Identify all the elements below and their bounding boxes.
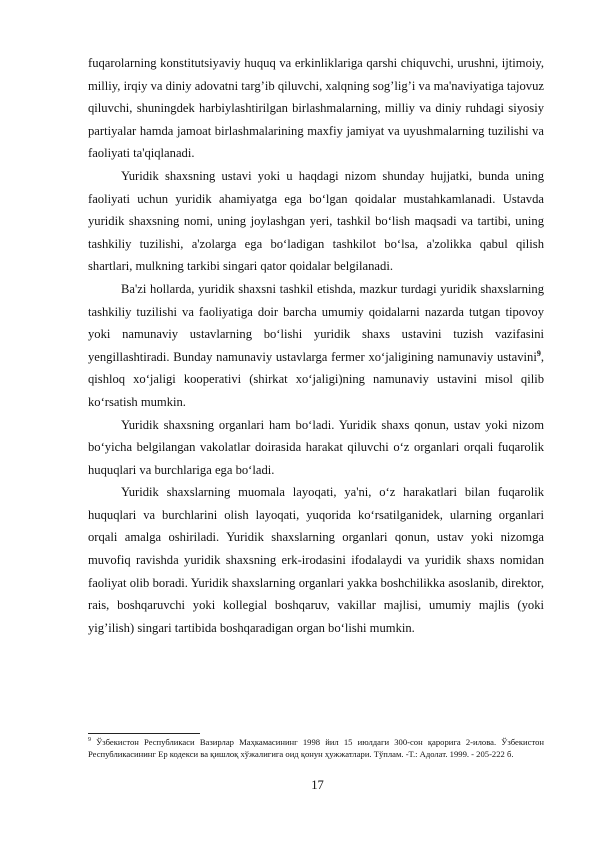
paragraph-4: Yuridik shaxsning organlari ham bo‘ladi. Yuridik shaxs qonun, ustav yoki nizom bo‘yicha belgilangan vakolatlar doirasida harakat qiluvchi o‘z organlari orqali fuqarolik huquqlari va burchlariga ega bo‘ladi. [88, 417, 544, 477]
paragraph-3-text-b: , qishloq xo‘jaligi kooperativi (shirkat xo‘jaligi)ning namunaviy ustavini misol qilib ko‘rsatish mumkin. [88, 349, 544, 409]
paragraph-5: Yuridik shaxslarning muomala layoqati, ya'ni, o‘z harakatlari bilan fuqarolik huquqlari va burchlarini olish layoqati, yuqorida ko‘rsatilganidek, ularning organlari orqali amalga oshiriladi. Yuridik shaxslarning organlari qonun, ustav yoki nizomga muvofiq ravishda yuridik shaxsning erk-irodasini ifodalaydi va yuridik shaxs nomidan faoliyat olib boradi. Yuridik shaxslarning organlari yakka boshchilikka asoslanib, direktor, rais, boshqaruvchi yoki kollegial boshqaruv, vakillar majlisi, umumiy majlis (yoki yig’ilish) singari tartibida boshqaradigan organ bo‘lishi mumkin. [88, 485, 544, 635]
document-body [88, 52, 544, 639]
paragraph-3 [88, 278, 544, 414]
footnote-marker: 9 [88, 737, 91, 744]
paragraph-2: Yuridik shaxsning ustavi yoki u haqdagi nizom shunday hujjatki, bunda uning faoliyati uchun yuridik ahamiyatga ega bo‘lgan qoidalar mustahkamlanadi. Ustavda yuridik shaxsning nomi, uning joylashgan yeri, tashkil bo‘lish maqsadi va tartibi, uning tashkiliy tuzilishi, a'zolarga ega bo‘ladigan tashkilot bo‘lsa, a'zolikka qabul qilish shartlari, mulkning tarkibi singari qator qoidalar belgilanadi. [88, 168, 544, 274]
footnote-text: Ўзбекистон Республикаси Вазирлар Маҳкамасининг 1998 йил 15 июлдаги 300-сон қарорига 2-илова. Ўзбекистон Республикасининг Ер кодекси ва қишлоқ хўжалигига оид қонун ҳужжатлари. Тўплам. -Т.: Адолат. 1999. - 205-222 б. [88, 737, 544, 759]
footnote [88, 737, 544, 760]
paragraph-1: fuqarolarning konstitutsiyaviy huquq va erkinliklariga qarshi chiquvchi, urushni, ijtimoiy, milliy, irqiy va diniy adovatni targ’ib qiluvchi, xalqning sog’lig’i va ma'naviyatiga tajovuz qiluvchi, shuningdek harbiylashtirilgan birlashmalarning, milliy va diniy ruhdagi siyosiy partiyalar hamda jamoat birlashmalarining maxfiy jamiyat va uyushmalarning tuzilishi va faoliyati ta'qiqlanadi. [88, 56, 544, 161]
footnote-reference[interactable]: 9 [536, 348, 541, 358]
footnote-divider [88, 733, 200, 734]
page-number: 17 [311, 778, 324, 792]
paragraph-3-text-a: Ba'zi hollarda, yuridik shaxsni tashkil etishda, mazkur turdagi yuridik shaxslarning tashkiliy tuzilishi va faoliyatiga doir barcha umumiy qoidalarni nazarda tutgan tipovoy yoki namunaviy ustavlarning bo‘lishi yuridik shaxs ustavini tuzish vazifasini yengillashtiradi. Bunday namunaviy ustavlarga fermer xo‘jaligining namunaviy ustavini [88, 281, 544, 364]
